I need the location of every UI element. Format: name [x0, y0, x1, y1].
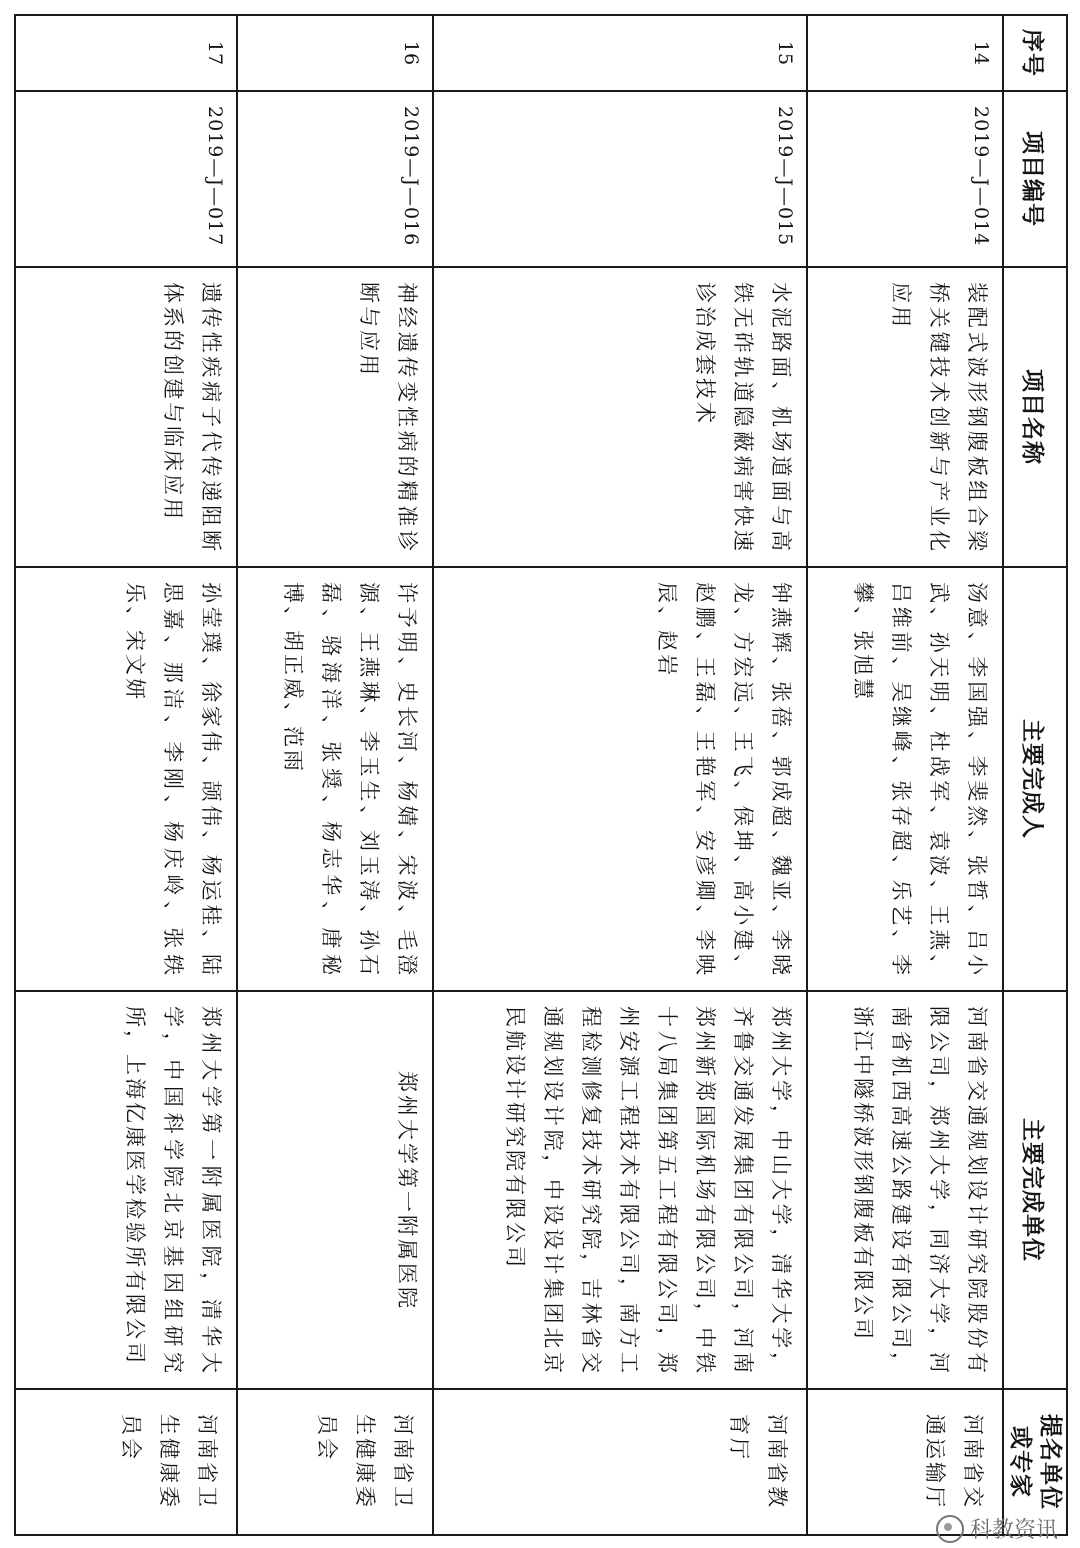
row-seq: 16	[237, 15, 433, 91]
table-row	[237, 15, 433, 1535]
row-persons: 钟燕辉、张蓓、郭成超、魏亚、李晓龙、方宏远、王飞、侯坤、高小建、赵鹏、王磊、王艳军、安彦卿、李映辰、赵岩	[433, 567, 807, 991]
header-units: 主要完成单位	[1003, 991, 1067, 1389]
row-units: 河南省交通规划设计研究院股份有限公司，郑州大学，同济大学，河南省机西高速公路建设有限公司，浙江中隧桥波形钢腹板有限公司	[807, 991, 1003, 1389]
row-name: 神经遗传变性病的精准诊断与应用	[237, 267, 433, 567]
row-code: 2019—J—014	[807, 91, 1003, 267]
row-nominator: 河南省卫生健康委员会	[237, 1389, 433, 1535]
row-code: 2019—J—016	[237, 91, 433, 267]
row-name: 水泥路面、机场道面与高铁无砟轨道隐蔽病害快速诊治成套技术	[433, 267, 807, 567]
wechat-icon	[936, 1515, 964, 1543]
row-units: 郑州大学，中山大学，清华大学，齐鲁交通发展集团有限公司，河南郑州新郑国际机场有限公司，中铁十八局集团第五工程有限公司，郑州安源工程技术有限公司，南方工程检测修复技术研究院，吉林省交通规划设计院，中设设计集团北京民航设计研究院有限公司	[433, 991, 807, 1389]
row-seq: 17	[15, 15, 237, 91]
table-row	[807, 15, 1003, 1535]
header-nominator-line1: 提名单位	[1037, 1414, 1063, 1510]
row-nominator: 河南省卫生健康委员会	[15, 1389, 237, 1535]
table-row	[15, 15, 237, 1535]
row-nominator: 河南省交通运输厅	[807, 1389, 1003, 1535]
watermark-text: 科教资讯	[969, 1518, 1058, 1543]
header-nominator-line2: 或专家	[1007, 1426, 1033, 1498]
row-persons: 汤意、李国强、李斐然、张哲、吕小武、孙天明、杜战军、袁波、王燕、吕维前、吴继峰、张存超、乐艺、李攀、张旭慧	[807, 567, 1003, 991]
row-seq: 14	[807, 15, 1003, 91]
row-name: 遗传性疾病子代传递阻断体系的创建与临床应用	[15, 267, 237, 567]
row-persons: 孙莹璞、徐家伟、颉伟、杨运桂、陆思嘉、那洁、李刚、杨庆岭、张轶乐、宋文妍	[15, 567, 237, 991]
row-units: 郑州大学第一附属医院，清华大学，中国科学院北京基因组研究所，上海亿康医学检验所有限公司	[15, 991, 237, 1389]
table-row	[433, 15, 807, 1535]
header-row	[1003, 15, 1067, 1535]
row-code: 2019—J—015	[433, 91, 807, 267]
row-units: 郑州大学第一附属医院	[237, 991, 433, 1389]
row-seq: 15	[433, 15, 807, 91]
row-code: 2019—J—017	[15, 91, 237, 267]
header-code: 项目编号	[1003, 91, 1067, 267]
header-persons: 主要完成人	[1003, 567, 1067, 991]
header-name: 项目名称	[1003, 267, 1067, 567]
row-persons: 许予明、史长河、杨婧、宋波、毛澄源、王燕琳、李玉生、刘玉涛、孙石磊、骆海洋、张奨、杨志华、唐秘博、胡正威、范雨	[237, 567, 433, 991]
watermark	[936, 1513, 1058, 1544]
row-name: 装配式波形钢腹板组合梁桥关键技术创新与产业化应用	[807, 267, 1003, 567]
project-table	[14, 14, 1068, 1536]
row-nominator: 河南省教育厅	[433, 1389, 807, 1535]
header-seq: 序号	[1003, 15, 1067, 91]
